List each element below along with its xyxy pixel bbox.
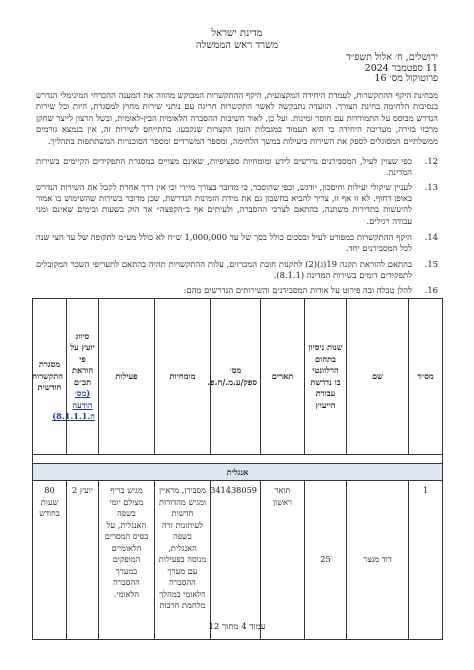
clause-text: בהתאם להוראת תקנה 19(ג)(2) לתקנות חובת המכרזים, עלות ההתקשרות תהיה בהתאם לתעריפי השכר המקובלים לתפקידים דומים בשירות המדינה (8.1.1). [36,259,412,281]
header-name: שם [347,299,409,455]
date-hebrew: ירושלים, ח׳ אלול תשפ״ד [346,52,438,63]
header-expertise: מומחיות [155,299,211,455]
clause-16 [36,285,438,296]
header-hours: מסגרת התקשרות חודשית [33,299,67,455]
cell-hours: 80 שעות בחודש [33,481,67,640]
clause-15 [36,259,438,281]
header-experience: שנות ניסיון בתחום הרלוונטי בו נדרשת עבודת הייעוץ [305,299,347,455]
clause-number: 14. [424,232,438,242]
rank-label: סיווג יועץ על פי הוראת תכ״ם [70,330,95,387]
clause-number: 13. [424,182,438,192]
table-header-row [33,299,443,455]
org-name: מדינת ישראל [211,28,263,39]
clause-text: היקף ההתקשרות כמפורט לעיל ובסכום כולל בסך של עד 1,000,000 ש״ח לא כולל מע״מ לתקופה של עד חצי שנה לכל המסבירנים יחד. [36,232,412,254]
page-number: עמוד 4 מתוך 12 [208,622,266,632]
cell-id: 341438059 [211,481,261,640]
header-activities: פעילות [99,299,155,455]
document-meta [238,53,438,85]
cell-expertise: מסבירן, מראיין ומגיש מהדורות חדשות לעיתונות זרה בשפה האנגלית, מנוסה בפעילות עם מערך ההסברה הלאומי במהלך מלחמת חרבות [155,481,211,640]
clause-number: 15. [424,259,438,269]
office-name: משרד ראש הממשלה [195,40,279,51]
clause-13 [36,182,438,227]
cell-degrees: תואר ראשון [261,481,305,640]
category-english: אנגלית [33,464,443,481]
clause-text: כפי שצוין לעיל, המסבירנים נדרשים לידע ומומחיות ספציפיות, שאינם מצויים במסגרת התפקידים הקיימים בשירות המדינה. [36,156,412,178]
cell-experience: 25 [305,481,347,640]
clause-text: לעניין שיקולי יעילות וחיסכון, יודגש, וכפי שהוסבר, כי מדובר בצורך מיידי וכי אין דרך אחרת לקבל את השירות הנדרש באופן דחוף. לא זו אף זו, צריך להביא בחשבון גם את מידת הזמינות הנדרשת, שכן מדובר בשירות שהשימוש בו אמור להיעשות בתדירות משתנה, בהתאם לצרכי ההסברה, ולעיתים אף ב״הקפצה״ אד הוק בשעות ובימים שאינם ומני עבודה רגילים. [36,182,412,226]
category-row [33,464,443,481]
cell-rank: יועץ 2 [67,481,99,640]
clause-text: להלן טבלה ובה פירוט על אודות המסבירנים והשירותים הנדרשים מהם: [183,285,412,295]
header-rank [52,299,99,455]
header-id: מס׳ ספק/ע.מ./ח.פ. [211,299,261,455]
clause-number: 12. [424,156,438,166]
advisors-table [32,298,443,640]
clause-number: 16. [424,285,438,295]
table-row [33,481,443,640]
table-gap-row [33,455,443,464]
intro-paragraph: מבחינת היקף ההתקשרות, לעמדת היחידה המקצועית, היקף ההתקשרות המבוקש מהווה את המענה ההכרחי המינימלי הנדרש בנסיבות הלחימה בחינת הצורך. הוועדה נתבקשה לאשר התקשרות חריגה עם נותני שירות מחוץ למסגרת, היות וכל שירות הנדרש מבוסס על התמודדות עם חוסר זמינות. ועל כן, לאור חשיבות ההסברה הלאומית הבין-לאומית, ובשל הרצון לייצר שחקן מרכזי בזירה, מעריכה היחידה כי היא תעמוד במגבלות הזמן הקצרות שנקבעו. בהתייחס לשירות זה, אין בנמצא גורמים ממשלתיים המסוגלים לספק את השירות ביעילות במשך הלחימה, ומספר המשרדים ומספר הסוכנויות המשתתפות בתהליך. [36,90,438,146]
clause-12 [36,156,438,178]
cell-name: דוד מנצר [347,481,409,640]
cell-num: 1 [409,481,443,640]
cell-activities: מגיש בריף מצולם יומי בשפה האנגלית, על בסיס המסרים הלאומיים המופקים במערך ההסברה הלאומי. [99,481,155,640]
header-degrees: תארים [261,299,305,455]
header-num: מס״ד [409,299,443,455]
rank-notice-link[interactable]: (מס׳ הודעה [72,388,93,410]
rank-notice-code[interactable]: ה.8.1.1.1) [52,411,95,421]
clause-14 [36,232,438,254]
date-gregorian: 11 ספטמבר 2024 [364,62,438,74]
protocol-number: פרוטוקול מס׳ 16 [374,73,438,84]
